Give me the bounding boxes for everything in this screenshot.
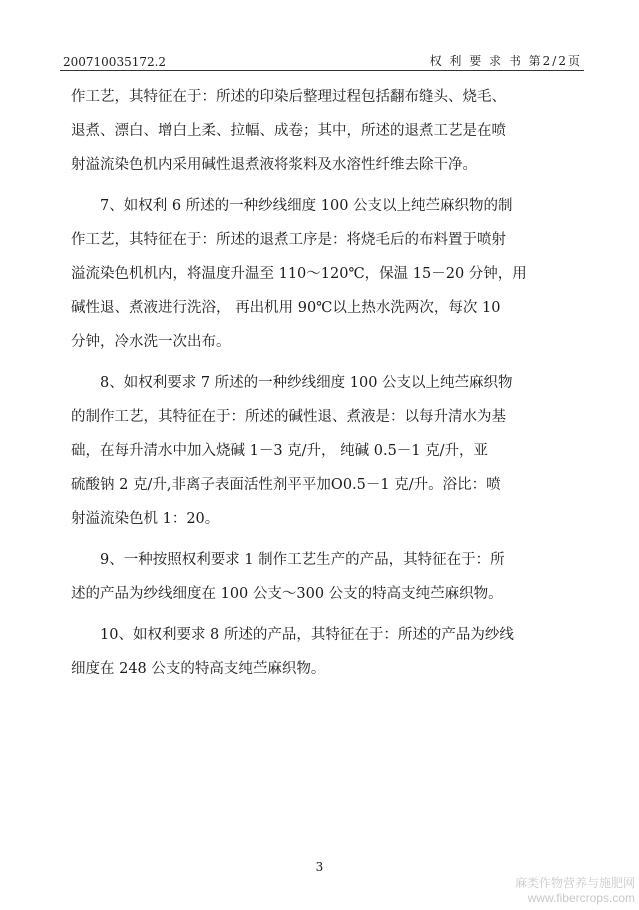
text-line: 8、如权利要求 7 所述的一种纱线细度 100 公支以上纯苎麻织物 bbox=[100, 375, 513, 391]
text-line: 射溢流染色机内采用碱性退煮液将浆料及水溶性纤维去除干净。 bbox=[71, 157, 477, 173]
text-line: 细度在 248 公支的特高支纯苎麻织物。 bbox=[71, 661, 326, 677]
page-header bbox=[63, 47, 582, 69]
text-line: 7、如权利 6 所述的一种纱线细度 100 公支以上纯苎麻织物的制 bbox=[100, 198, 513, 214]
claim-9 bbox=[71, 543, 573, 611]
text-line: 作工艺，其特征在于：所述的印染后整理过程包括翻布缝头、烧毛、 bbox=[71, 89, 506, 105]
claim-10 bbox=[71, 618, 573, 686]
text-line: 10、如权利要求 8 所述的产品，其特征在于：所述的产品为纱线 bbox=[100, 627, 514, 643]
text-line: 溢流染色机机内，将温度升温至 110～120℃，保温 15－20 分钟，用 bbox=[71, 266, 527, 282]
watermark-url: www.fibercrops.com bbox=[527, 891, 635, 905]
watermark bbox=[515, 876, 635, 906]
document-type: 权 利 要 求 书 bbox=[429, 54, 523, 68]
text-line: 退煮、漂白、增白上柔、拉幅、成卷；其中，所述的退煮工艺是在喷 bbox=[71, 123, 506, 139]
text-line: 硫酸钠 2 克/升,非离子表面活性剂平平加O0.5－1 克/升。浴比：喷 bbox=[71, 477, 501, 493]
header-divider bbox=[60, 70, 584, 71]
watermark-site-name: 麻类作物营养与施肥网 bbox=[514, 876, 635, 890]
claim-8 bbox=[71, 366, 573, 536]
claim-7 bbox=[71, 189, 573, 359]
text-line: 作工艺，其特征在于：所述的退煮工序是：将烧毛后的布料置于喷射 bbox=[71, 232, 506, 248]
text-line: 9、一种按照权利要求 1 制作工艺生产的产品，其特征在于：所 bbox=[100, 552, 505, 568]
text-line: 础，在每升清水中加入烧碱 1－3 克/升， 纯碱 0.5－1 克/升，亚 bbox=[71, 443, 489, 459]
text-line: 射溢流染色机 1：20。 bbox=[71, 511, 220, 527]
text-line: 的制作工艺，其特征在于：所述的碱性退、煮液是：以每升清水为基 bbox=[71, 409, 506, 425]
header-right bbox=[430, 52, 582, 69]
text-line: 碱性退、煮液进行洗浴， 再出机用 90℃以上热水洗两次，每次 10 bbox=[71, 300, 501, 316]
page-label: 第2/2页 bbox=[528, 54, 582, 68]
claim-continuation bbox=[71, 80, 573, 182]
page-number: 3 bbox=[315, 860, 324, 874]
claims-body bbox=[71, 80, 573, 693]
text-line: 分钟，冷水洗一次出布。 bbox=[71, 334, 231, 350]
document-number: 200710035172.2 bbox=[63, 55, 167, 69]
text-line: 述的产品为纱线细度在 100 公支～300 公支的特高支纯苎麻织物。 bbox=[71, 586, 503, 602]
